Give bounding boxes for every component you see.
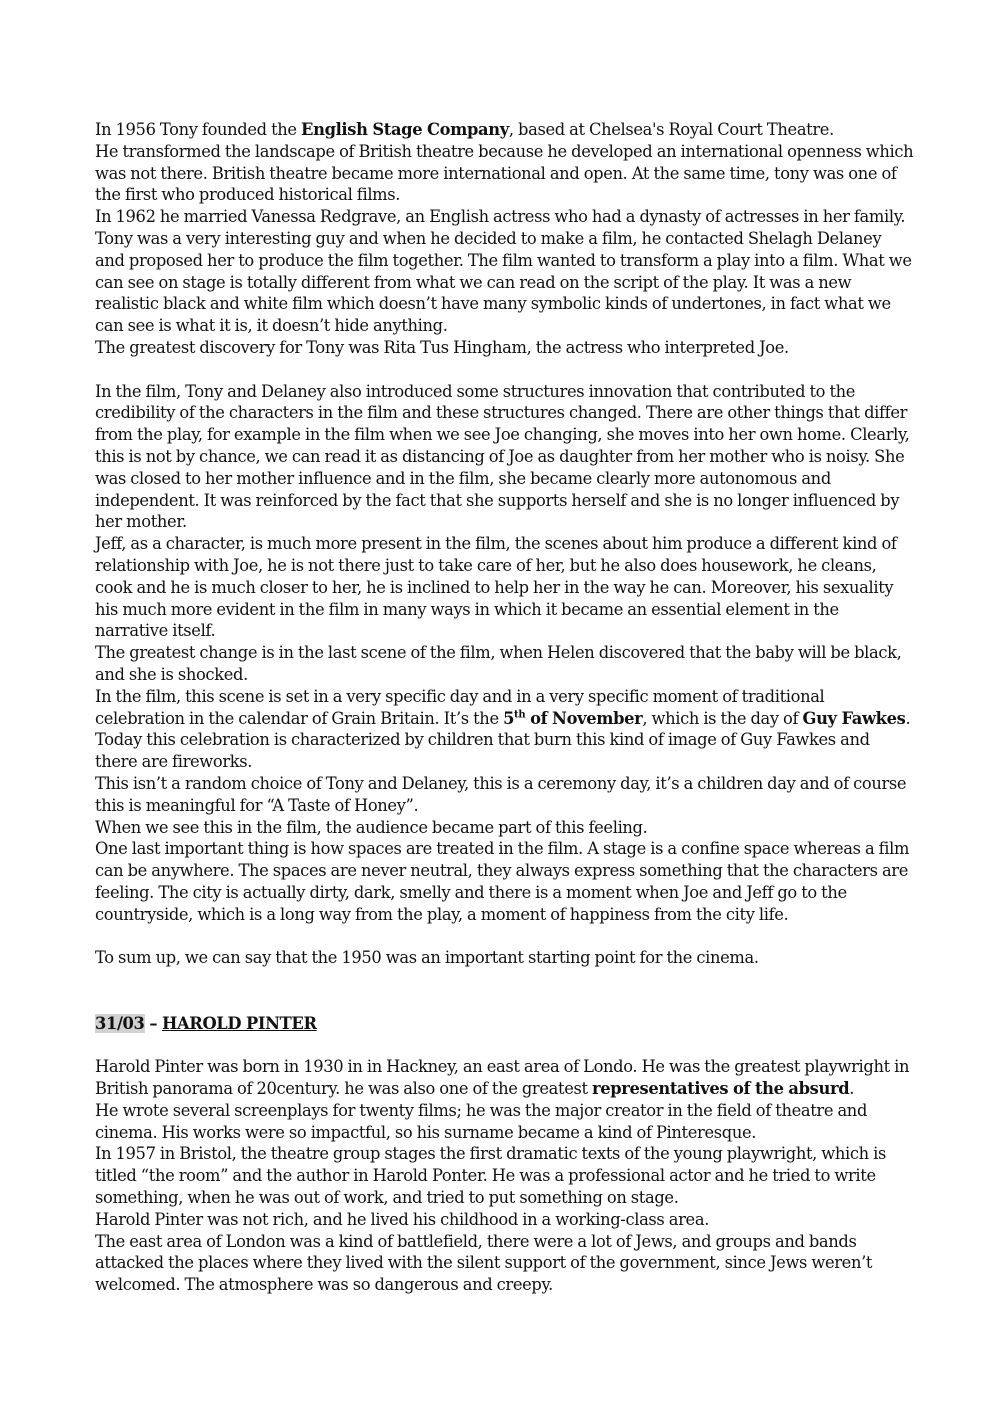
section-heading: 31/03 – HAROLD PINTER [95,1013,317,1033]
spacer [95,359,915,381]
paragraph-greatest-change: The greatest change is in the last scene of the film, when Helen discovered that the baby will be black, and she is shocked. [95,643,902,684]
heading-title: HAROLD PINTER [161,1013,317,1033]
paragraph-jeff-character: Jeff, as a character, is much more present in the film, the scenes about him produce a different kind of relationship with Joe, he is not there just to take care of her, but he also does housework, he cleans, cook and he is much closer to her, he is inclined to help her in the way he can. Moreover, his sexuality his much more evident in the film in many ways in which it became an essential element in the narrative itself. [95,534,897,641]
paragraph-guy-fawkes-day: In the film, this scene is set in a very specific day and in a very specific moment of traditional celebration in the calendar of Grain Britain. It’s the 5th of November, which is the day of Guy Fawkes. [95,686,911,728]
bold-representatives-absurd: representatives of the absurd [592,1079,850,1099]
paragraph-structures-innovation: In the film, Tony and Delaney also introduced some structures innovation that contributed to the credibility of the characters in the film and these structures changed. There are other things that differ from the play, for example in the film when we see Joe changing, she moves into her own home. Clearly, this is not by chance, we can read it as distancing of Joe as daughter from her mother who is noisy. She was closed to her mother influence and in the film, she became clearly more autonomous and independent. It was reinforced by the fact that she supports herself and she is no longer influenced by her mother. [95,381,910,532]
document-page [95,119,915,1296]
paragraph-east-london: The east area of London was a kind of battlefield, there were a lot of Jews, and groups and bands attacked the places where they lived with the silent support of the government, since Jews weren’t welcomed. The atmosphere was so dangerous and creepy. [95,1231,873,1295]
spacer [95,1034,915,1056]
paragraph-audience-feeling: When we see this in the film, the audience became part of this feeling. [95,817,648,837]
paragraph-ceremony-day: This isn’t a random choice of Tony and Delaney, this is a ceremony day, it’s a children day and of course this is meaningful for “A Taste of Honey”. [95,773,907,815]
heading-date: 31/03 [95,1013,145,1033]
paragraph-vanessa-redgrave: In 1962 he married Vanessa Redgrave, an English actress who had a dynasty of actresses in her family. Tony was a very interesting guy and when he decided to make a film, he contacted Shelagh Delaney and proposed her to produce the film together. The film wanted to transform a play into a film. What we can see on stage is totally different from what we can read on the script of the play. It was a new realistic black and white film which doesn’t have many symbolic kinds of undertones, in fact what we can see is what it is, it doesn’t hide anything. [95,207,912,336]
spacer [95,969,915,1013]
paragraph-english-stage-company: In 1956 Tony founded the English Stage Company, based at Chelsea's Royal Court Theatre. [95,120,834,139]
bold-english-stage-company: English Stage Company [301,120,509,139]
paragraph-fireworks: Today this celebration is characterized by children that burn this kind of image of Guy Fawkes and there are fireworks. [95,730,870,772]
paragraph-sum-up: To sum up, we can say that the 1950 was an important starting point for the cinema. [95,948,759,968]
paragraph-rita-tushingham: The greatest discovery for Tony was Rita Tus Hingham, the actress who interpreted Joe. [95,337,789,357]
paragraph-spaces: One last important thing is how spaces are treated in the film. A stage is a confine space whereas a film can be anywhere. The spaces are never neutral, they always express something that the characters are feeling. The city is actually dirty, dark, smelly and there is a moment when Joe and Jeff go to the countryside, which is a long way from the play, a moment of happiness from the city life. [95,839,910,924]
spacer [95,925,915,947]
bold-guy-fawkes: Guy Fawkes [802,708,906,728]
paragraph-screenplays: He wrote several screenplays for twenty films; he was the major creator in the field of theatre and cinema. His works were so impactful, so his surname became a kind of Pinteresque. [95,1100,868,1142]
paragraph-pinter-born: Harold Pinter was born in 1930 in in Hackney, an east area of Londo. He was the greatest playwright in British panorama of 20century. he was also one of the greatest representatives of the absurd. [95,1057,910,1099]
paragraph-bristol-1957: In 1957 in Bristol, the theatre group stages the first dramatic texts of the young playwright, which is titled “the room” and the author in Harold Ponter. He was a professional actor and he tried to write something, when he was out of work, and tried to put something on stage. [95,1144,886,1208]
paragraph-british-theatre: He transformed the landscape of British theatre because he developed an international openness which was not there. British theatre became more international and open. At the same time, tony was one of the first who produced historical films. [95,141,914,205]
paragraph-working-class: Harold Pinter was not rich, and he lived his childhood in a working-class area. [95,1209,710,1229]
bold-fifth-of-november: 5th of November [503,708,643,728]
